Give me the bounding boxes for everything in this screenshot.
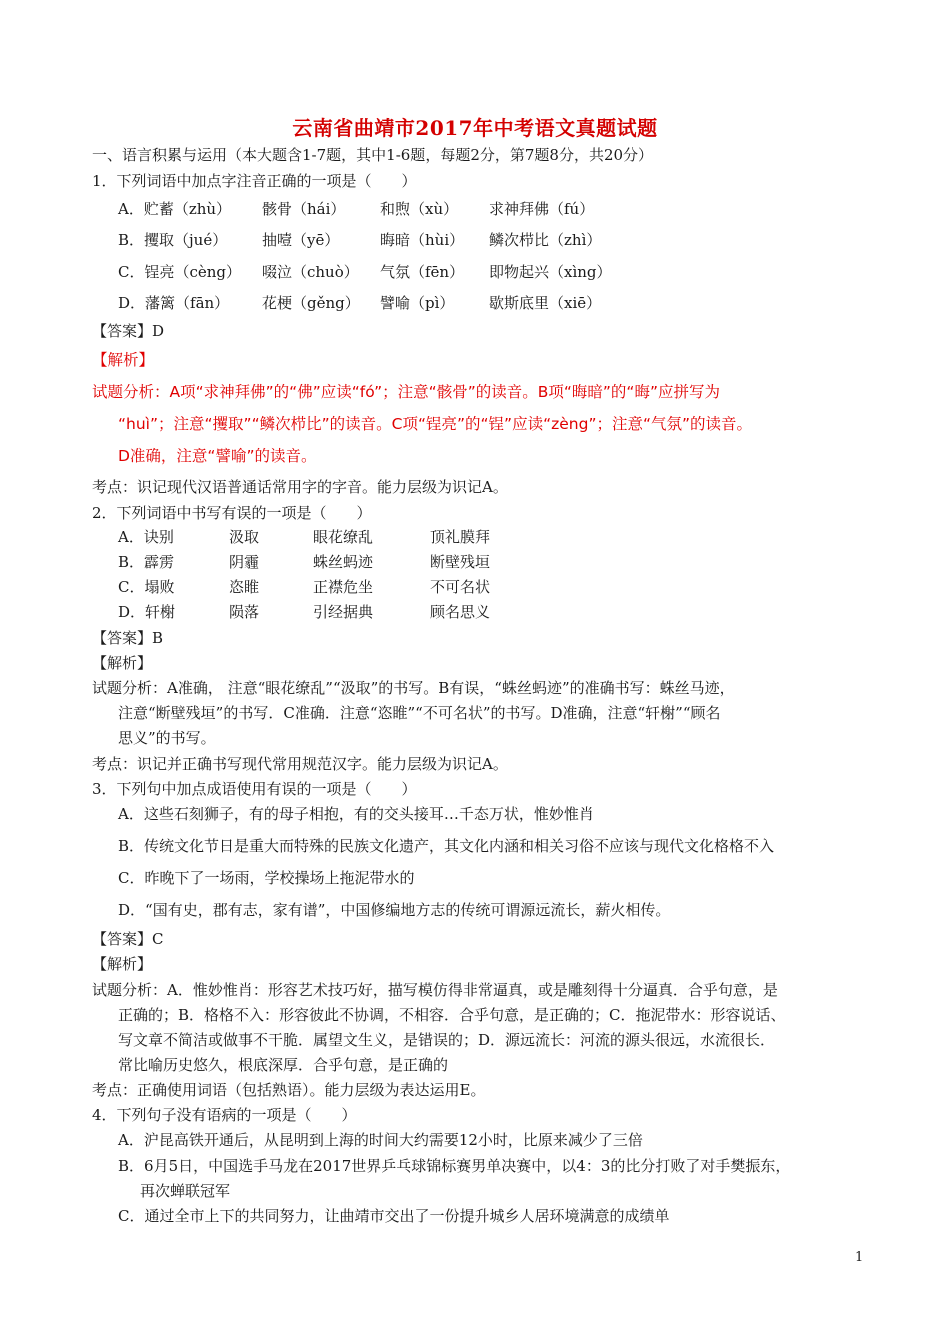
document-title: 云南省曲靖市2017年中考语文真题试题 [292, 116, 658, 140]
q2-option-c-3: 正襟危坐 [313, 578, 374, 596]
q3-analysis-label: 【解析】 [92, 955, 153, 973]
q1-option-a-3: 和煦（xù） [380, 200, 459, 218]
q4-option-c: C．通过全市上下的共同努力，让曲靖市交出了一份提升城乡人居环境满意的成绩单 [118, 1207, 670, 1225]
q2-option-a-4: 顶礼膜拜 [430, 528, 491, 546]
q1-option-b-3: 晦暗（hùi） [380, 231, 465, 249]
q2-kaodian: 考点：识记并正确书写现代常用规范汉字。能力层级为识记A。 [92, 755, 508, 773]
q1-option-d-3: 譬喻（pì） [380, 294, 455, 312]
q2-option-a-3: 眼花缭乱 [313, 528, 374, 546]
q2-option-a-1: A．诀别 [118, 528, 174, 546]
q2-option-b-4: 断壁残垣 [430, 553, 491, 571]
question-2-stem: 2．下列词语中书写有误的一项是（ ） [92, 504, 372, 522]
q3-kaodian: 考点：正确使用词语（包括熟语）。能力层级为表达运用E。 [92, 1081, 486, 1099]
q1-option-a-2: 骸骨（hái） [262, 200, 346, 218]
q1-option-b-1: B．攫取（jué） [118, 231, 228, 249]
q1-kaodian: 考点：识记现代汉语普通话常用字的字音。能力层级为识记A。 [92, 478, 508, 496]
section-heading: 一、语言积累与运用（本大题含1-7题，其中1-6题，每题2分，第7题8分，共20分） [92, 146, 654, 164]
q1-option-b-2: 抽噎（yē） [262, 231, 340, 249]
q4-option-b-continued: 再次蝉联冠军 [140, 1182, 231, 1200]
q1-option-c-2: 啜泣（chuò） [262, 263, 359, 281]
q4-option-a: A．沪昆高铁开通后，从昆明到上海的时间大约需要12小时，比原来减少了三倍 [118, 1131, 643, 1149]
q2-option-b-3: 蛛丝蚂迹 [313, 553, 374, 571]
q1-analysis-line-1: 试题分析：A项“求神拜佛”的“佛”应读“fó”；注意“骸骨”的读音。B项“晦暗”的“晦”应拼写为 [92, 383, 720, 401]
q3-analysis-line-1: 试题分析：A．惟妙惟肖：形容艺术技巧好，描写模仿得非常逼真，或是雕刻得十分逼真．合乎句意，是 [92, 981, 778, 999]
q1-analysis-label: 【解析】 [92, 351, 155, 369]
q2-option-d-2: 陨落 [229, 603, 260, 621]
question-1-stem: 1．下列词语中加点字注音正确的一项是（ ） [92, 172, 417, 190]
q2-option-c-1: C．塌败 [118, 578, 175, 596]
question-3-stem: 3．下列句中加点成语使用有误的一项是（ ） [92, 780, 417, 798]
q2-analysis-label: 【解析】 [92, 654, 153, 672]
q1-option-b-4: 鳞次栉比（zhì） [489, 231, 602, 249]
q2-option-c-2: 恣睢 [229, 578, 260, 596]
q2-option-b-2: 阴霾 [229, 553, 260, 571]
q3-analysis-line-3: 写文章不简洁或做事不干脆．属望文生义，是错误的；D．源远流长：河流的源头很远，水流很长． [118, 1031, 776, 1049]
q1-option-d-4: 歇斯底里（xiē） [489, 294, 602, 312]
q3-option-b: B．传统文化节日是重大而特殊的民族文化遗产，其文化内涵和相关习俗不应该与现代文化格格不入 [118, 837, 775, 855]
q1-answer: 【答案】D [92, 322, 165, 340]
q2-option-b-1: B．霹雳 [118, 553, 175, 571]
q1-option-c-1: C．锃亮（cèng） [118, 263, 242, 281]
question-4-stem: 4．下列句子没有语病的一项是（ ） [92, 1106, 357, 1124]
q1-option-c-4: 即物起兴（xìng） [489, 263, 612, 281]
q1-option-a-4: 求神拜佛（fú） [489, 200, 595, 218]
q1-analysis-line-2: “huì”；注意“攫取”“鳞次栉比”的读音。C项“锃亮”的“锃”应读“zèng”；注意“气氛”的读音。 [118, 415, 753, 433]
q2-option-d-4: 顾名思义 [430, 603, 491, 621]
q3-option-a: A．这些石刻狮子，有的母子相抱，有的交头接耳…千态万状，惟妙惟肖 [118, 805, 594, 823]
q1-option-d-2: 花梗（gěng） [262, 294, 360, 312]
q2-option-a-2: 汲取 [229, 528, 260, 546]
q1-option-d-1: D．藩篱（fān） [118, 294, 230, 312]
q2-option-d-1: D．轩榭 [118, 603, 176, 621]
q1-option-c-3: 气氛（fēn） [380, 263, 465, 281]
q3-option-d: D．“国有史，郡有志，家有谱”，中国修编地方志的传统可谓源远流长，薪火相传。 [118, 901, 671, 919]
q2-analysis-line-1: 试题分析：A准确， 注意“眼花缭乱”“汲取”的书写。B有误，“蛛丝蚂迹”的准确书写：蛛丝马迹， [92, 679, 735, 697]
q1-analysis-line-3: D准确，注意“譬喻”的读音。 [118, 447, 317, 465]
q4-option-b: B．6月5日，中国选手马龙在2017世界乒乓球锦标赛男单决赛中，以4：3的比分打败了对手樊振东， [118, 1157, 791, 1175]
q2-analysis-line-2: 注意“断壁残垣”的书写．C准确．注意“恣睢”“不可名状”的书写。D准确，注意“轩榭”“顾名 [118, 704, 721, 722]
q1-option-a-1: A．贮蓄（zhù） [118, 200, 232, 218]
q2-answer: 【答案】B [92, 629, 164, 647]
q3-option-c: C．昨晚下了一场雨，学校操场上拖泥带水的 [118, 869, 415, 887]
q3-answer: 【答案】C [92, 930, 164, 948]
q2-option-c-4: 不可名状 [430, 578, 491, 596]
q3-analysis-line-2: 正确的；B．格格不入：形容彼此不协调，不相容．合乎句意，是正确的；C．拖泥带水：形容说话、 [118, 1006, 786, 1024]
q2-analysis-line-3: 思义”的书写。 [118, 729, 216, 747]
page-number: 1 [855, 1250, 864, 1265]
q2-option-d-3: 引经据典 [313, 603, 374, 621]
q3-analysis-line-4: 常比喻历史悠久，根底深厚．合乎句意，是正确的 [118, 1056, 449, 1074]
